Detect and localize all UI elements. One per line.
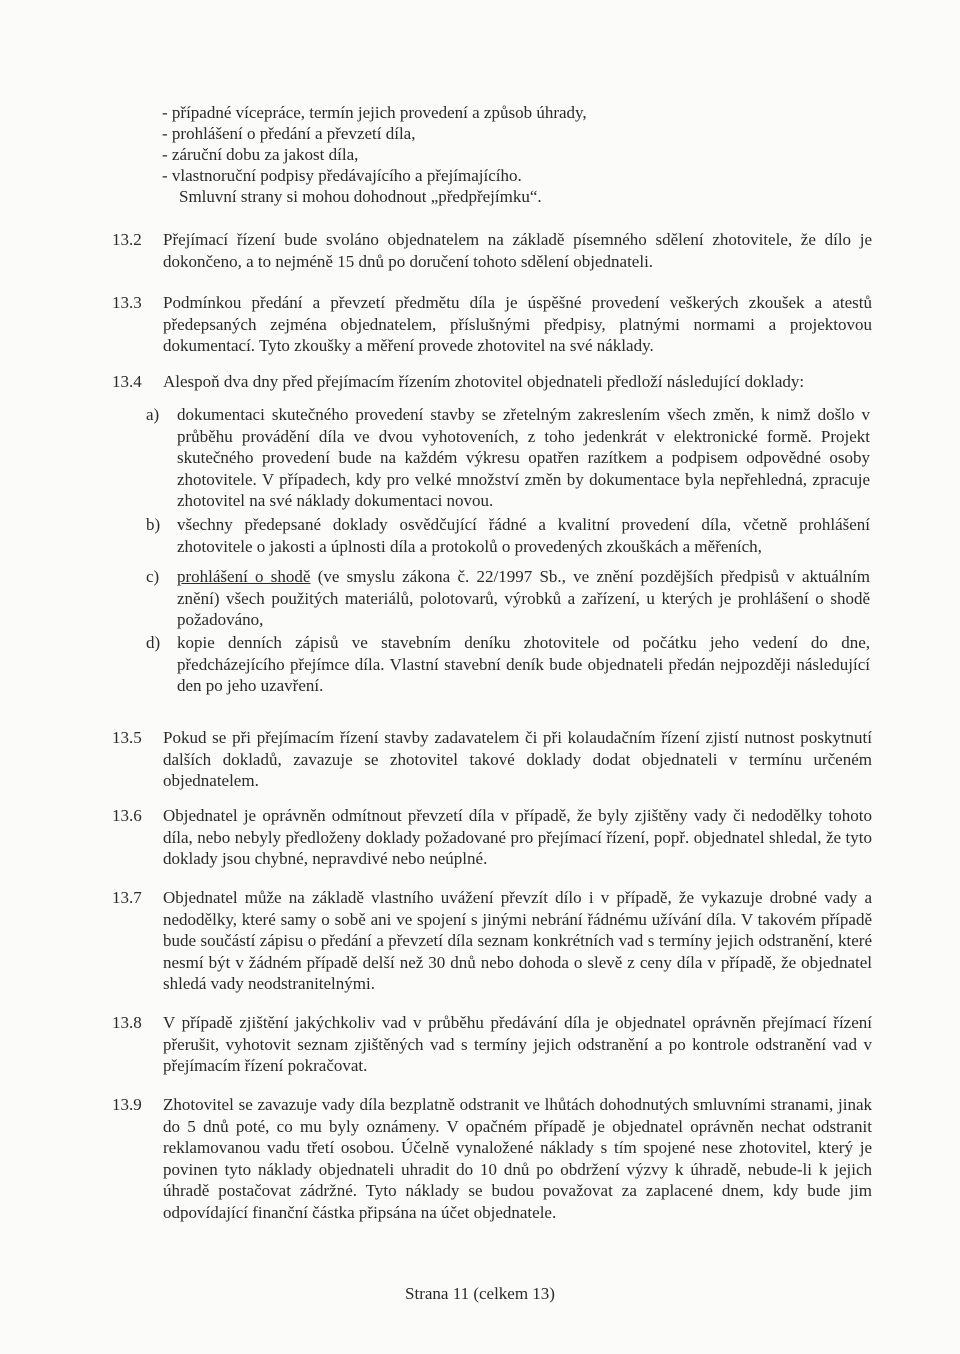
item-text-rest: (ve smyslu zákona č. 22/1997 Sb., ve znění pozdějších předpisů v aktuálním znění) všech použitých materiálů, polotovarů, výrobků a zařízení, u kterých je prohlášení o shodě požadováno, [177,567,870,629]
section-number: 13.8 [112,1013,142,1032]
list-item: - prohlášení o předání a převzetí díla, [162,124,416,143]
underlined-term: prohlášení o shodě [177,567,311,586]
section-number: 13.4 [112,372,142,391]
section-text: Objednatel je oprávněn odmítnout převzetí díla v případě, že byly zjištěny vady či nedodělky tohoto díla, nebo nebyly předloženy doklady požadované pro přejímací řízení, popř. objednatel shledal, že tyto doklady jsou chybné, nepravdivé nebo neúplné. [163,806,872,868]
section-13-2 [112,229,872,272]
section-text: Alespoň dva dny před přejímacím řízením zhotovitel objednateli předloží následující doklady: [163,372,805,391]
list-item: - vlastnoruční podpisy předávajícího a přejímajícího. [162,166,522,185]
page-footer: Strana 11 (celkem 13) [405,1284,555,1303]
item-label: b) [146,515,161,534]
section-13-8 [112,1012,872,1077]
item-text: všechny předepsané doklady osvědčující řádné a kvalitní provedení díla, včetně prohlášení zhotovitele o jakosti a úplnosti díla a protokolů o provedených zkouškách a měřeních, [177,515,870,556]
section-text: Objednatel může na základě vlastního uvážení převzít dílo i v případě, že vykazuje drobné vady a nedodělky, které samy o sobě ani ve spojení s jinými nebrání řádnému užívání díla. V takovém případě bude součástí zápisu o předání a převzetí díla seznam konkrétních vad s termíny jejich odstranění, které nesmí být v žádném případě delší než 30 dnů nebo dohoda o slevě z ceny díla v případě, že objednatel shledá vady neodstranitelnými. [163,888,872,993]
item-13-4-a [146,404,870,512]
section-number: 13.2 [112,230,142,249]
intro-note: Smluvní strany si mohou dohodnout „předpřejímku“. [179,187,542,206]
section-text: Podmínkou předání a převzetí předmětu díla je úspěšné provedení veškerých zkoušek a atestů předepsaných zejména objednatelem, příslušnými předpisy, platnými normami a projektovou dokumentací. Tyto zkoušky a měření provede zhotovitel na své náklady. [163,293,872,355]
list-item: - případné vícepráce, termín jejich provedení a způsob úhrady, [162,103,587,122]
section-text: V případě zjištění jakýchkoliv vad v průběhu předávání díla je objednatel oprávněn přejímací řízení přerušit, vyhotovit seznam zjištěných vad s termíny jejich odstranění a po kontrole odstranění vad v přejímacím řízení pokračovat. [163,1013,872,1075]
section-13-7 [112,887,872,995]
list-item: - záruční dobu za jakost díla, [162,145,359,164]
item-label: a) [146,405,160,424]
item-text [177,566,870,631]
item-text: kopie denních zápisů ve stavebním deníku zhotovitele od počátku jeho vedení do dne, předcházejícího přejímce díla. Vlastní stavební deník bude objednateli předán nejpozději následující den po jeho uzavření. [177,633,870,695]
section-13-5 [112,727,872,792]
section-text: Pokud se při přejímacím řízení stavby zadavatelem či při kolaudačním řízení zjistí nutnost poskytnutí dalších dokladů, zavazuje se zhotovitel takové doklady dodat objednateli v termínu určeném objednatelem. [163,728,872,790]
section-number: 13.7 [112,888,142,907]
section-number: 13.5 [112,728,142,747]
section-13-9 [112,1094,872,1223]
item-13-4-c [146,566,870,631]
item-label: c) [146,567,160,586]
section-number: 13.3 [112,293,142,312]
item-13-4-b [146,514,870,557]
section-text: Přejímací řízení bude svoláno objednatelem na základě písemného sdělení zhotovitele, že dílo je dokončeno, a to nejméně 15 dnů po doručení tohoto sdělení objednateli. [163,230,872,271]
section-13-4 [112,371,872,393]
section-number: 13.6 [112,806,142,825]
item-text: dokumentaci skutečného provedení stavby se zřetelným zakreslením všech změn, k nimž došlo v průběhu provádění díla ve dvou vyhotoveních, z toho jedenkrát v elektronické formě. Projekt skutečného provedení bude na každém výkresu opatřen razítkem a podpisem odpovědné osoby zhotovitele. V případech, kdy pro velké množství změn by dokumentace byla nepřehledná, zpracuje zhotovitel na své náklady dokumentaci novou. [177,405,870,510]
section-13-3 [112,292,872,357]
item-label: d) [146,633,161,652]
item-13-4-d [146,632,870,697]
section-number: 13.9 [112,1095,142,1114]
section-13-6 [112,805,872,870]
section-text: Zhotovitel se zavazuje vady díla bezplatně odstranit ve lhůtách dohodnutých smluvními stranami, jinak do 5 dnů poté, co mu byly oznámeny. V opačném případě je objednatel oprávněn nechat odstranit reklamovanou vadu třetí osobou. Účelně vynaložené náklady s tím spojené nese zhotovitel, který je povinen tyto náklady objednateli uhradit do 10 dnů po obdržení výzvy k úhradě, nebude-li k jejich úhradě postačovat zádržné. Tyto náklady se budou považovat za zaplacené dnem, kdy bude jim odpovídající finanční částka připsána na účet objednatele. [163,1095,872,1222]
protocol-contents-list [162,102,882,207]
